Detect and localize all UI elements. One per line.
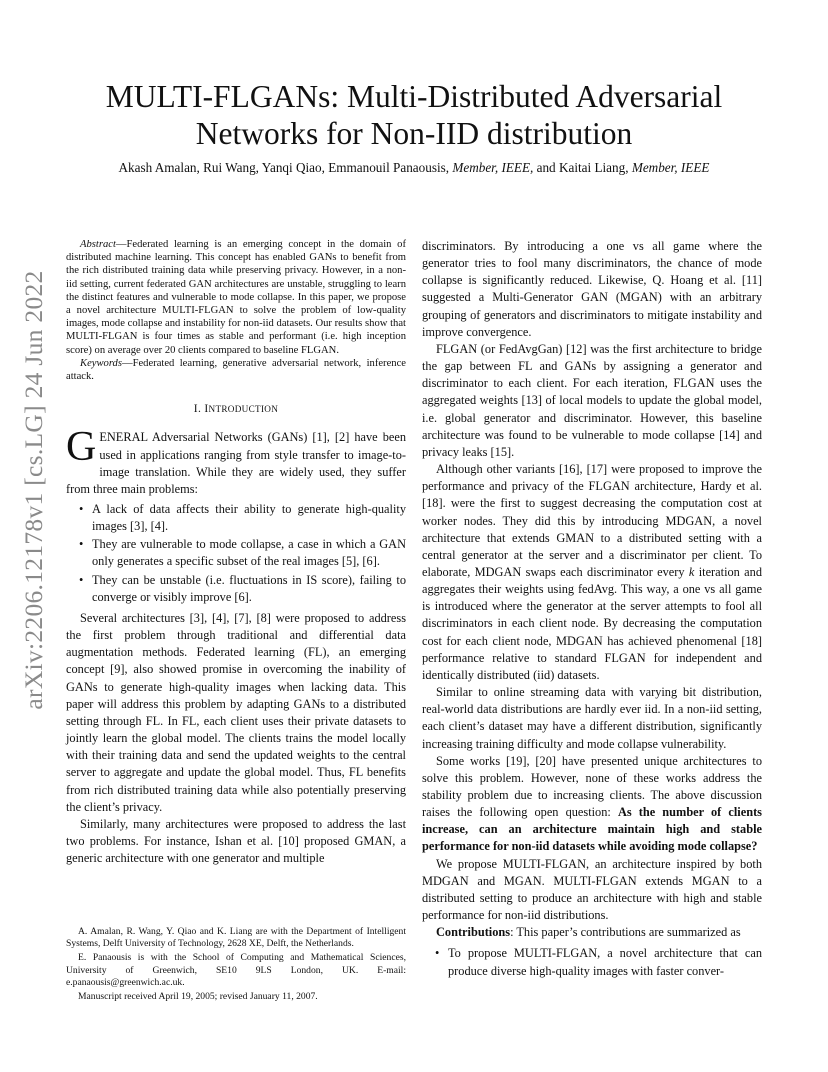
authors-part-2: and Kaitai Liang, [536,160,629,175]
intro-paragraph-2: Several architectures [3], [4], [7], [8] were proposed to address the first problem through traditional and differential data augmentation methods. Federated learning (FL), an emerging concept [9], also showed promise in overcoming the inability of GANs to generate high-quality images when lacking data. This paper will address this problem by adapting GANs to a distributed setting through FL. In FL, each client uses their private datasets to jointly learn the global model. The clients trains the model locally with their training data and send the updated weights to the central server to aggregate and update the global model. Thus, FL benefits from rich distributed training data while also potentially preserving the client’s privacy. [66,610,406,814]
abstract-text: —Federated learning is an emerging concept in the domain of distributed machine learning. This concept has enabled GANs to benefit from the rich distributed training data while preserving privacy. However, in a non-iid setting, current federated GAN architectures are unstable, struggling to learn the distinct features and vulnerable to mode collapse. In this paper, we propose a novel architecture MULTI-FLGAN to solve the problem of low-quality images, mode collapse and instability for non-iid datasets. Our results show that MULTI-FLGAN is four times as stable and performant (i.e. high inception score) on average over 20 clients compared to baseline FLGAN. [66,239,406,356]
right-column [422,238,762,980]
intro-paragraph-3: Similarly, many architectures were proposed to address the last two problems. For instance, Ishan et al. [10] proposed GMAN, a generic architecture with one generator and multiple [66,816,406,866]
keywords-text: —Federated learning, generative adversarial network, inference attack. [66,357,406,383]
list-item: • A lack of data affects their ability to generate high-quality images [3], [4]. [66,501,406,535]
variable-k: k [688,564,695,579]
body-paragraph-3-a: Although other variants [16], [17] were proposed to improve the performance and privacy of the FLGAN architecture, Hardy et al. [18]. were the first to suggest decreasing the computation cost at worker nodes. They did this by introducing MDGAN, a novel architecture that extends GMAN to a distributed setting with a central generator at the server and a discriminator per client. To elaborate, MDGAN swaps each discriminator every [422,462,762,579]
body-paragraph-3 [422,461,762,684]
authors-member-1: Member, IEEE, [452,160,534,175]
body-paragraph-2: FLGAN (or FedAvgGan) [12] was the first architecture to bridge the gap between FL and GANs by assigning a generator and discriminator to each client. For each iteration, FLGAN uses the aggregated weights [13] of local models to update the global model, i.e. global generator and discriminator. However, this baseline architecture was found to be vulnerable to mode collapse [14] and privacy leaks [15]. [422,341,762,459]
body-paragraph-1: discriminators. By introducing a one vs all game where the generator tries to fool many discriminators, the chance of mode collapse is significantly reduced. Likewise, Q. Hoang et al. [11] suggested a Multi-Generator GAN (MGAN) with an arbitrary grouping of generators and discriminators to mitigate instability and improve convergence. [422,239,762,339]
author-list [50,160,778,176]
list-item: • They are vulnerable to mode collapse, a case in which a GAN only generates a specific subset of the real images [5], [6]. [66,536,406,570]
section-heading-introduction [66,400,406,418]
contributions-paragraph [422,924,762,941]
body-paragraph-5 [422,753,762,856]
body-paragraph-6: We propose MULTI-FLGAN, an architecture inspired by both MDGAN and MGAN. MULTI-FLGAN extends MGAN to a distributed setting to produce an architecture with high and stable performance for non-iid distributions. [422,856,762,923]
footnote-affiliation-1: A. Amalan, R. Wang, Y. Qiao and K. Liang are with the Department of Intelligent Systems, Delft University of Technology, 2628 XE, Delft, the Netherlands. [66,926,406,950]
keywords-label: Keywords [80,357,122,369]
contributions-list [422,945,762,979]
section-title-first: I [204,402,209,416]
research-question: As the number of clients increase, can an architecture maintain high and stable performance for non-iid datasets while avoiding mode collapse? [422,805,762,854]
paper-title [60,78,768,152]
section-title-rest: NTRODUCTION [208,404,279,415]
footnote-manuscript: Manuscript received April 19, 2005; revised January 11, 2007. [78,991,318,1003]
body-paragraph-5-a: Some works [19], [20] have presented unique architectures to solve this problem. However, none of these works address the stability problem due to increasing clients. The above discussion raises the following open question: [422,753,762,820]
abstract-label: Abstract [80,239,116,250]
intro-paragraph-1 [66,424,406,498]
left-column [66,238,406,867]
title-line-1: MULTI-FLGANs: Multi-Distributed Adversarial [105,79,723,114]
drop-cap: G [66,424,97,471]
body-paragraph-3-b: iteration and aggregates their weights using fedAvg. This way, a one vs all game is introduced where the generator at the server attempts to fool all discriminators in each client node. By decreasing the computation cost for each client node, MDGAN has achieved phenomenal [18] performance relative to standard FLGAN for independent and identically distributed (iid) datasets. [422,564,762,682]
footnotes [66,926,406,1005]
list-item: • To propose MULTI-FLGAN, a novel architecture that can produce diverse high-quality images with faster conver- [422,945,762,979]
arxiv-watermark [14,270,54,710]
authors-member-2: Member, IEEE [631,160,710,175]
abstract [66,238,406,357]
arxiv-id: arXiv:2206.12178v1 [cs.LG] 24 Jun 2022 [19,270,48,710]
contributions-label: Contributions [436,925,511,940]
authors-part-1: Akash Amalan, Rui Wang, Yanqi Qiao, Emmanouil Panaousis, [118,160,450,175]
title-line-2: Networks for Non-IID distribution [195,116,633,151]
keywords [66,357,406,383]
intro-problem-list [66,501,406,606]
footnote-affiliation-2: E. Panaousis is with the School of Computing and Mathematical Sciences, University of Greenwich, SE10 9LS London, UK. E-mail: e.panaousis@greenwich.ac.uk. [66,952,406,988]
list-item: • They can be unstable (i.e. fluctuations in IS score), failing to converge or visibly improve [6]. [66,572,406,606]
body-paragraph-4: Similar to online streaming data with varying bit distribution, real-world data distributions are hardly ever iid. In a non-iid setting, each client’s dataset may have a different distribution, significantly increasing training difficulty and mode collapse vulnerability. [422,685,762,751]
intro-text-1: ENERAL Adversarial Networks (GANs) [1], [2] have been used in applications ranging from style transfer to image-to-image translation. While they are widely used, they suffer from three main problems: [66,430,406,496]
section-number: I. [193,402,202,416]
contributions-text: : This paper’s contributions are summarized as [510,925,741,940]
